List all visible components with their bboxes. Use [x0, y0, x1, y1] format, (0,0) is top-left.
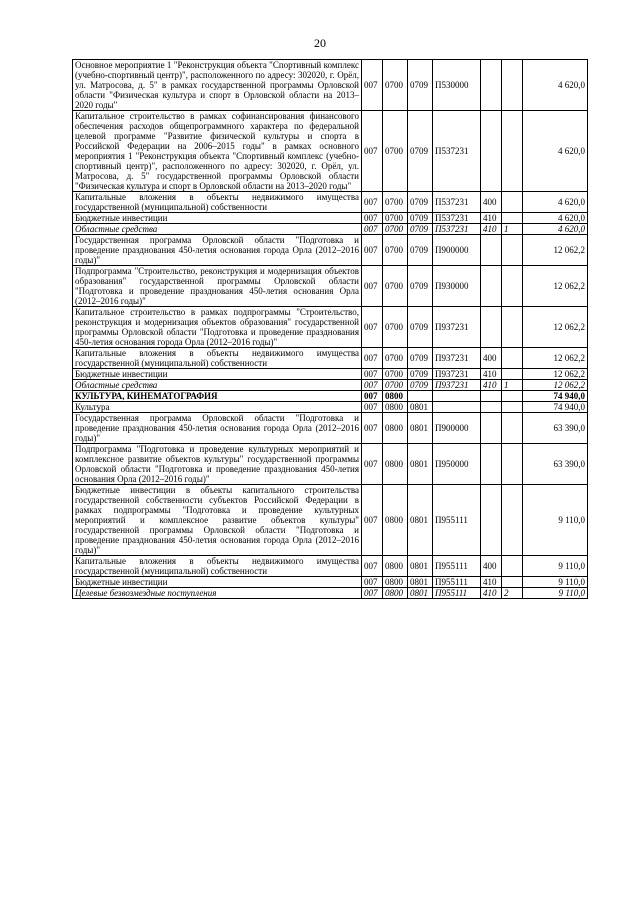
cell-target-article: П937231 [433, 307, 481, 348]
cell-subsection: 0709 [408, 111, 433, 192]
cell-section: 0800 [383, 402, 408, 413]
cell-funding-source [502, 111, 523, 192]
cell-funding-source [502, 556, 523, 577]
cell-amount: 12 062,2 [523, 266, 588, 307]
cell-target-article: П537231 [433, 213, 481, 224]
cell-expense-type [481, 266, 502, 307]
cell-section: 0700 [383, 348, 408, 369]
budget-table [72, 59, 588, 599]
cell-name: Областные средства [73, 224, 362, 235]
cell-name: Капитальное строительство в рамках подпрограммы "Строительство, реконструкция и модернизация объектов образования" государственной программы Орловской области "Подготовка и проведение празднования 450-летия основания города Орла (2012–2016 годы)" [73, 307, 362, 348]
cell-funding-source: 2 [502, 588, 523, 599]
cell-section: 0800 [383, 577, 408, 588]
cell-target-article: П955111 [433, 577, 481, 588]
cell-expense-type [481, 413, 502, 444]
cell-grbs: 007 [362, 213, 383, 224]
cell-funding-source [502, 266, 523, 307]
cell-subsection: 0709 [408, 348, 433, 369]
cell-grbs: 007 [362, 192, 383, 213]
cell-grbs: 007 [362, 224, 383, 235]
cell-subsection: 0801 [408, 556, 433, 577]
budget-table-body [73, 60, 588, 599]
cell-expense-type [481, 391, 502, 402]
cell-funding-source [502, 402, 523, 413]
cell-grbs: 007 [362, 413, 383, 444]
cell-section: 0800 [383, 588, 408, 599]
cell-expense-type: 410 [481, 213, 502, 224]
cell-expense-type [481, 485, 502, 556]
cell-amount: 12 062,2 [523, 369, 588, 380]
cell-target-article: П937231 [433, 369, 481, 380]
cell-target-article: П537231 [433, 224, 481, 235]
cell-subsection: 0801 [408, 413, 433, 444]
cell-target-article: П937231 [433, 380, 481, 391]
cell-grbs: 007 [362, 266, 383, 307]
cell-section: 0700 [383, 380, 408, 391]
cell-expense-type: 400 [481, 348, 502, 369]
table-row [73, 60, 588, 111]
cell-funding-source [502, 235, 523, 266]
cell-target-article [433, 402, 481, 413]
cell-amount: 12 062,2 [523, 348, 588, 369]
cell-funding-source [502, 485, 523, 556]
cell-amount: 74 940,0 [523, 391, 588, 402]
cell-section: 0700 [383, 307, 408, 348]
cell-subsection: 0709 [408, 224, 433, 235]
table-row [73, 556, 588, 577]
cell-funding-source [502, 369, 523, 380]
cell-section: 0800 [383, 485, 408, 556]
cell-funding-source [502, 413, 523, 444]
table-row [73, 391, 588, 402]
cell-amount: 9 110,0 [523, 577, 588, 588]
cell-target-article: П950000 [433, 444, 481, 485]
cell-section: 0700 [383, 60, 408, 111]
cell-grbs: 007 [362, 444, 383, 485]
cell-subsection: 0801 [408, 485, 433, 556]
cell-name: Бюджетные инвестиции [73, 213, 362, 224]
cell-funding-source [502, 444, 523, 485]
cell-section: 0800 [383, 444, 408, 485]
table-row [73, 224, 588, 235]
cell-section: 0700 [383, 235, 408, 266]
cell-grbs: 007 [362, 391, 383, 402]
table-row [73, 413, 588, 444]
table-row [73, 577, 588, 588]
table-row [73, 307, 588, 348]
cell-expense-type: 410 [481, 588, 502, 599]
cell-subsection: 0801 [408, 444, 433, 485]
cell-expense-type: 410 [481, 369, 502, 380]
cell-grbs: 007 [362, 577, 383, 588]
cell-target-article: П900000 [433, 413, 481, 444]
cell-amount: 63 390,0 [523, 444, 588, 485]
cell-grbs: 007 [362, 485, 383, 556]
cell-section: 0800 [383, 556, 408, 577]
cell-target-article [433, 391, 481, 402]
cell-grbs: 007 [362, 556, 383, 577]
cell-subsection: 0709 [408, 380, 433, 391]
cell-grbs: 007 [362, 588, 383, 599]
table-row [73, 485, 588, 556]
cell-name: Капитальные вложения в объекты недвижимого имущества государственной (муниципальной) собственности [73, 556, 362, 577]
cell-expense-type: 410 [481, 380, 502, 391]
cell-target-article: П955111 [433, 588, 481, 599]
cell-amount: 74 940,0 [523, 402, 588, 413]
cell-target-article: П937231 [433, 348, 481, 369]
cell-funding-source [502, 577, 523, 588]
cell-name: Государственная программа Орловской области "Подготовка и проведение празднования 450-летия основания города Орла (2012–2016 годы)" [73, 413, 362, 444]
cell-target-article: П955111 [433, 485, 481, 556]
cell-amount: 9 110,0 [523, 588, 588, 599]
cell-grbs: 007 [362, 235, 383, 266]
cell-section: 0700 [383, 224, 408, 235]
cell-name: Государственная программа Орловской области "Подготовка и проведение празднования 450-летия основания города Орла (2012–2016 годы)" [73, 235, 362, 266]
cell-funding-source [502, 60, 523, 111]
cell-name: Бюджетные инвестиции в объекты капитального строительства государственной собственности субъектов Российской Федерации в рамках подпрограммы "Подготовка и проведение культурных мероприятий и комплексное развитие объектов культуры" государственной программы Орловской области "Подготовка и проведение празднования 450-летия основания города Орла (2012–2016 годы)" [73, 485, 362, 556]
cell-expense-type: 410 [481, 577, 502, 588]
cell-section: 0800 [383, 391, 408, 402]
cell-target-article: П537231 [433, 111, 481, 192]
cell-grbs: 007 [362, 380, 383, 391]
table-row [73, 213, 588, 224]
cell-subsection: 0709 [408, 307, 433, 348]
cell-name: Бюджетные инвестиции [73, 369, 362, 380]
cell-expense-type [481, 402, 502, 413]
cell-target-article: П530000 [433, 60, 481, 111]
cell-section: 0700 [383, 213, 408, 224]
cell-expense-type: 400 [481, 192, 502, 213]
page-number: 20 [314, 36, 326, 50]
cell-expense-type: 410 [481, 224, 502, 235]
cell-grbs: 007 [362, 402, 383, 413]
cell-amount: 12 062,2 [523, 235, 588, 266]
cell-name: Основное мероприятие 1 "Реконструкция объекта "Спортивный комплекс (учебно-спортивный центр)", расположенного по адресу: 302020, г. Орёл, ул. Матросова, д. 5" в рамках государственной программы Орловской области "Физическая культура и спорт в Орловской области на 2013–2020 годы" [73, 60, 362, 111]
cell-subsection: 0709 [408, 266, 433, 307]
cell-funding-source [502, 348, 523, 369]
cell-name: Капитальные вложения в объекты недвижимого имущества государственной (муниципальной) собственности [73, 192, 362, 213]
cell-subsection: 0801 [408, 577, 433, 588]
cell-subsection: 0709 [408, 213, 433, 224]
cell-funding-source [502, 391, 523, 402]
cell-funding-source [502, 307, 523, 348]
cell-grbs: 007 [362, 348, 383, 369]
cell-section: 0700 [383, 111, 408, 192]
cell-amount: 4 620,0 [523, 60, 588, 111]
cell-name: Подпрограмма "Строительство, реконструкция и модернизация объектов образования" государственной программы Орловской области "Подготовка и проведение празднования 450-летия основания Орла (2012–2016 годы)" [73, 266, 362, 307]
table-row [73, 444, 588, 485]
table-row [73, 402, 588, 413]
cell-amount: 9 110,0 [523, 485, 588, 556]
cell-expense-type [481, 60, 502, 111]
cell-expense-type [481, 307, 502, 348]
cell-name: Областные средства [73, 380, 362, 391]
cell-section: 0800 [383, 413, 408, 444]
cell-subsection: 0709 [408, 369, 433, 380]
cell-funding-source: 1 [502, 380, 523, 391]
cell-amount: 4 620,0 [523, 192, 588, 213]
cell-expense-type [481, 235, 502, 266]
cell-expense-type: 400 [481, 556, 502, 577]
cell-section: 0700 [383, 266, 408, 307]
cell-grbs: 007 [362, 60, 383, 111]
cell-subsection: 0709 [408, 60, 433, 111]
cell-grbs: 007 [362, 369, 383, 380]
cell-section: 0700 [383, 369, 408, 380]
table-row [73, 235, 588, 266]
cell-target-article: П900000 [433, 235, 481, 266]
cell-subsection: 0709 [408, 192, 433, 213]
cell-amount: 9 110,0 [523, 556, 588, 577]
cell-grbs: 007 [362, 111, 383, 192]
cell-name: Целевые безвозмездные поступления [73, 588, 362, 599]
cell-amount: 4 620,0 [523, 224, 588, 235]
cell-amount: 4 620,0 [523, 213, 588, 224]
cell-target-article: П930000 [433, 266, 481, 307]
cell-target-article: П537231 [433, 192, 481, 213]
cell-subsection: 0709 [408, 235, 433, 266]
cell-amount: 12 062,2 [523, 307, 588, 348]
cell-funding-source [502, 192, 523, 213]
table-row [73, 369, 588, 380]
cell-subsection: 0801 [408, 402, 433, 413]
table-row [73, 266, 588, 307]
cell-target-article: П955111 [433, 556, 481, 577]
cell-name: КУЛЬТУРА, КИНЕМАТОГРАФИЯ [73, 391, 362, 402]
cell-funding-source: 1 [502, 224, 523, 235]
cell-name: Капитальное строительство в рамках софинансирования финансового обеспечения расходов общепрограммного характера по федеральной целевой программе "Развитие физической культуры и спорта в Российской Федерации на 2006–2015 годы" в рамках основного мероприятия 1 "Реконструкция объекта "Спортивный комплекс (учебно-спортивный центр)", расположенного по адресу: 302020, г. Орёл, ул. Матросова, д. 5" государственной программы Орловской области "Физическая культура и спорт в Орловской области на 2013–2020 годы" [73, 111, 362, 192]
cell-name: Культура [73, 402, 362, 413]
cell-grbs: 007 [362, 307, 383, 348]
table-row [73, 192, 588, 213]
table-row [73, 588, 588, 599]
cell-amount: 12 062,2 [523, 380, 588, 391]
cell-expense-type [481, 111, 502, 192]
cell-name: Капитальные вложения в объекты недвижимого имущества государственной (муниципальной) собственности [73, 348, 362, 369]
cell-section: 0700 [383, 192, 408, 213]
table-row [73, 111, 588, 192]
cell-subsection [408, 391, 433, 402]
cell-amount: 4 620,0 [523, 111, 588, 192]
table-row [73, 348, 588, 369]
table-row [73, 380, 588, 391]
cell-expense-type [481, 444, 502, 485]
cell-funding-source [502, 213, 523, 224]
cell-subsection: 0801 [408, 588, 433, 599]
cell-amount: 63 390,0 [523, 413, 588, 444]
cell-name: Бюджетные инвестиции [73, 577, 362, 588]
cell-name: Подпрограмма "Подготовка и проведение культурных мероприятий и комплексное развитие объектов культуры" государственной программы Орловской области "Подготовка и проведение празднования 450-летия основания Орла (2012–2016 годы)" [73, 444, 362, 485]
